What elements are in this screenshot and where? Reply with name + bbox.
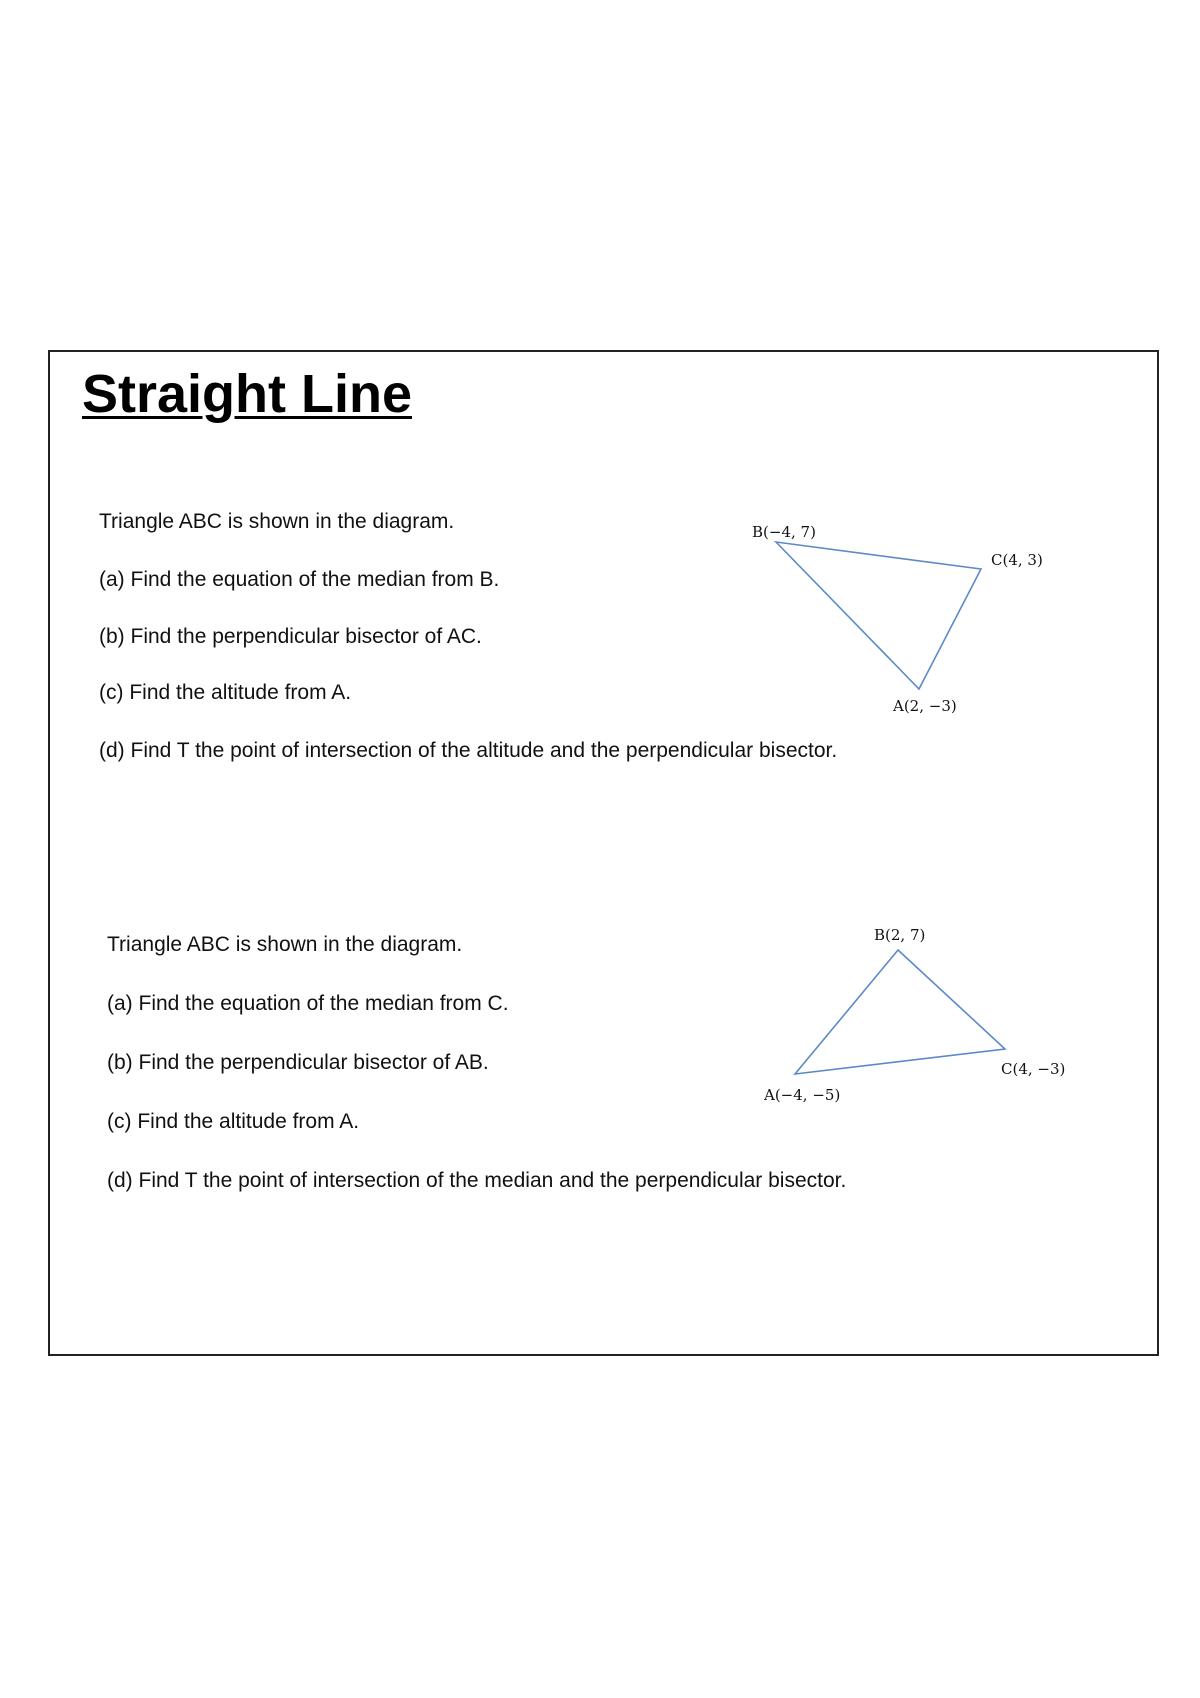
problem-1-part-a: (a) Find the equation of the median from B. <box>99 568 500 591</box>
triangle-1 <box>752 523 1043 715</box>
problem-1-intro: Triangle ABC is shown in the diagram. <box>99 510 455 533</box>
problem-2-part-d: (d) Find T the point of intersection of the median and the perpendicular bisector. <box>107 1169 847 1192</box>
triangle-1-label-c: C(4, 3) <box>991 551 1043 569</box>
problem-1-part-d: (d) Find T the point of intersection of the altitude and the perpendicular bisector. <box>99 739 838 762</box>
triangle-2-label-b: B(2, 7) <box>874 926 926 944</box>
page-title: Straight Line <box>82 364 413 424</box>
triangle-1-shape <box>776 542 981 689</box>
triangle-2-shape <box>795 950 1005 1074</box>
problem-2-intro: Triangle ABC is shown in the diagram. <box>107 933 463 956</box>
triangle-1-label-a: A(2, −3) <box>893 697 957 715</box>
problem-1-part-b: (b) Find the perpendicular bisector of AC. <box>99 625 482 648</box>
triangle-2-label-a: A(−4, −5) <box>764 1086 841 1104</box>
problem-1-part-c: (c) Find the altitude from A. <box>99 681 352 704</box>
problem-2-part-b: (b) Find the perpendicular bisector of AB. <box>107 1051 489 1074</box>
problem-2-part-a: (a) Find the equation of the median from C. <box>107 992 509 1015</box>
problem-2-part-c: (c) Find the altitude from A. <box>107 1110 360 1133</box>
triangle-1-label-b: B(−4, 7) <box>752 523 816 541</box>
triangle-2 <box>763 926 1065 1104</box>
triangle-2-label-c: C(4, −3) <box>1001 1060 1066 1078</box>
